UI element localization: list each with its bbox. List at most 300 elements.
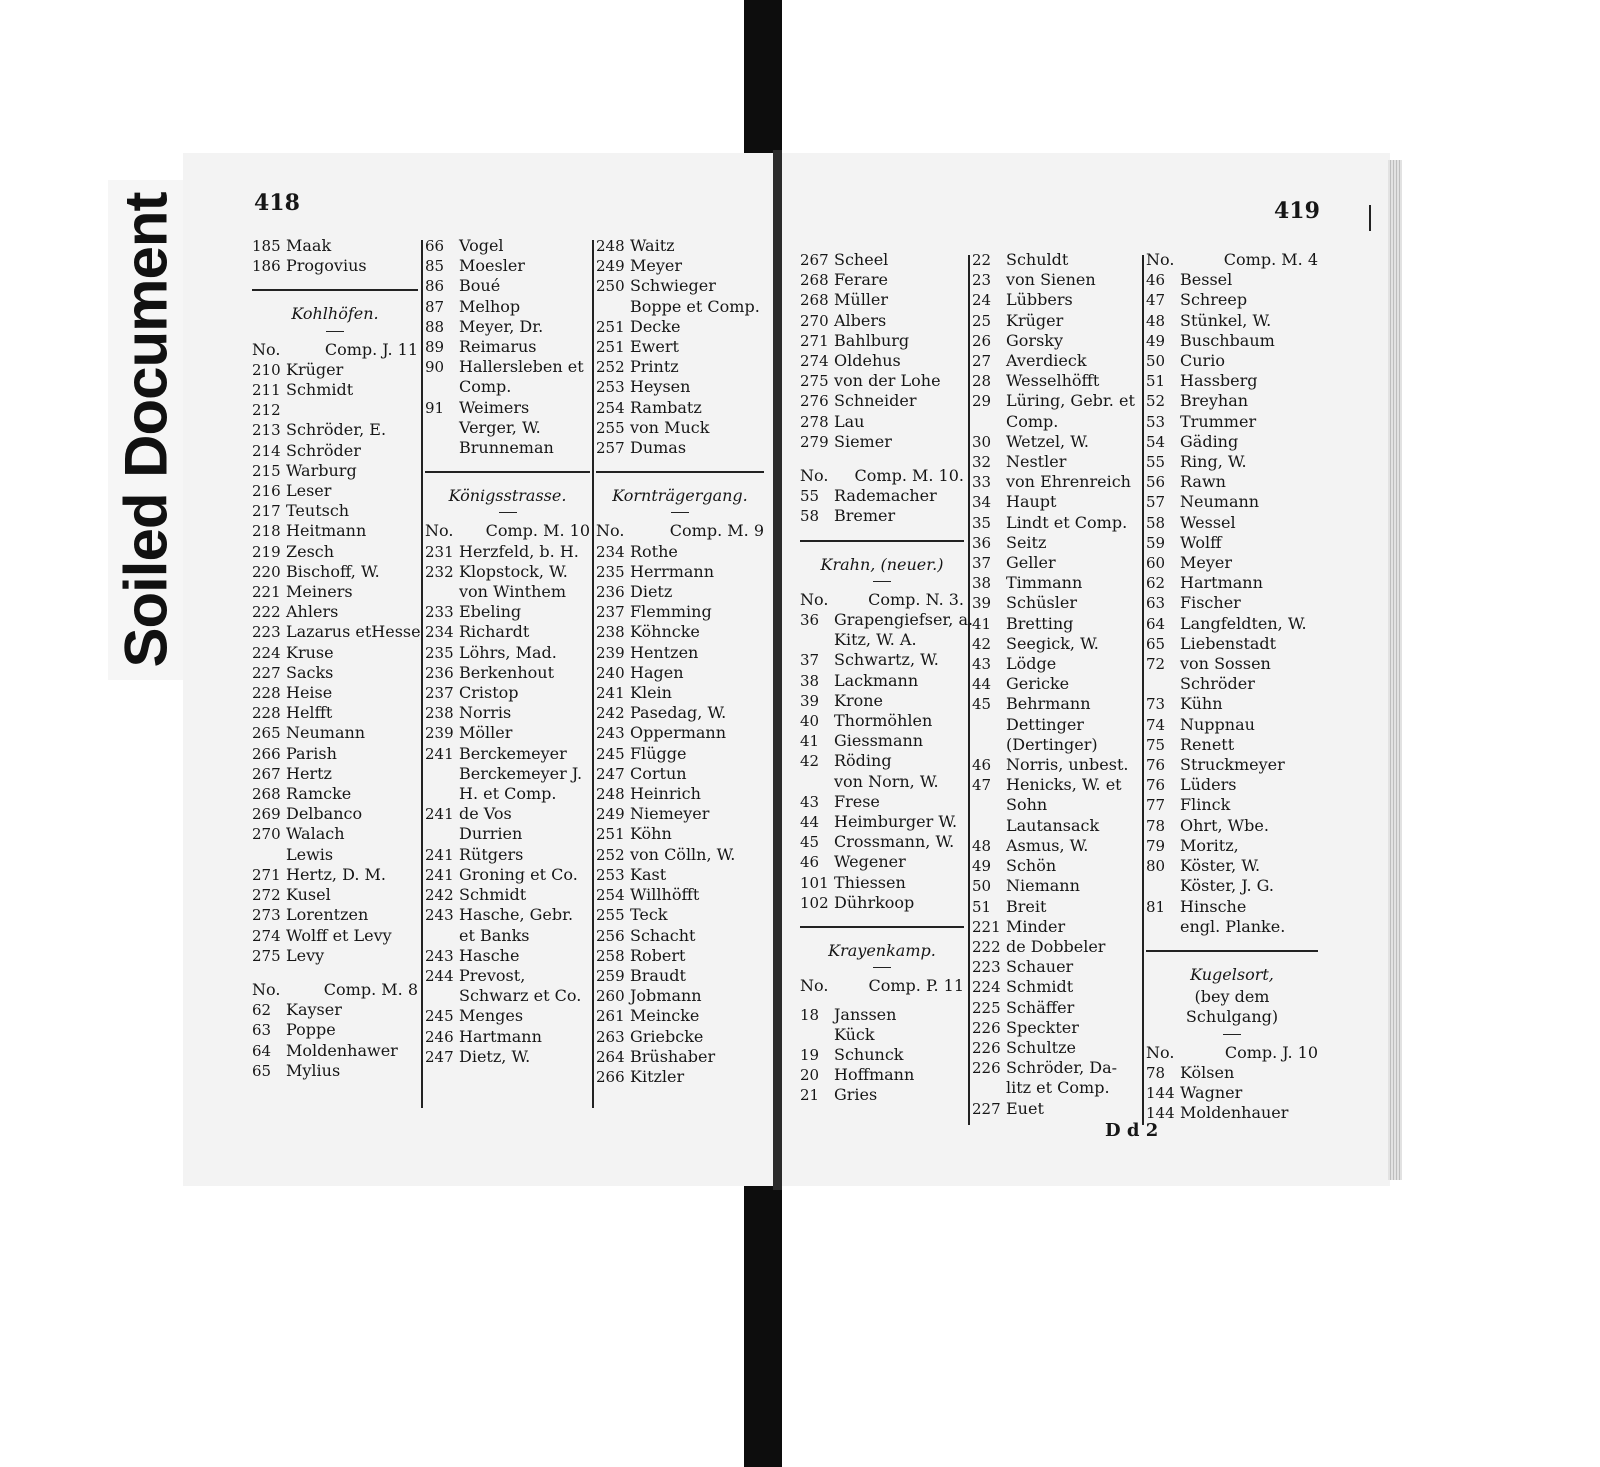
entry-row — [972, 351, 1140, 371]
resident-name: Wessel — [1180, 512, 1236, 532]
entry-row — [1146, 735, 1318, 755]
entry-row — [1146, 1083, 1318, 1103]
entry-row — [1146, 290, 1318, 310]
entry-row — [425, 542, 590, 562]
entry-row — [800, 610, 974, 630]
entry-row — [972, 856, 1140, 876]
entry-row — [800, 832, 964, 852]
stamp-text: Soiled Document — [112, 192, 180, 668]
house-number: 276 — [800, 392, 829, 411]
resident-name: Schneider — [834, 391, 917, 411]
entry-row — [972, 755, 1140, 775]
house-number: 59 — [1146, 533, 1166, 552]
entry-row — [1146, 715, 1318, 735]
entry-row — [1146, 371, 1318, 391]
entry-row — [972, 311, 1140, 331]
entry-row — [1146, 876, 1318, 896]
resident-name: Struckmeyer — [1180, 755, 1285, 775]
entry-row — [1146, 553, 1318, 573]
resident-name: Bahlburg — [834, 330, 910, 350]
resident-name: Reimarus — [459, 337, 537, 357]
entry-row — [972, 694, 1140, 714]
entry-row — [972, 775, 1140, 795]
resident-name: Mylius — [286, 1060, 341, 1080]
house-number: 256 — [596, 926, 625, 945]
resident-name: Griebcke — [630, 1026, 704, 1046]
resident-name: Seegick, W. — [1006, 633, 1099, 653]
entry-row — [425, 986, 590, 1006]
house-number — [425, 438, 459, 458]
house-number — [425, 926, 459, 946]
resident-name: Heitmann — [286, 521, 367, 541]
house-number: 266 — [596, 1067, 625, 1086]
house-number — [252, 845, 286, 865]
resident-name: Oldehus — [834, 351, 901, 371]
resident-name: Sohn — [1006, 795, 1048, 815]
entry-row — [972, 715, 1140, 735]
column-rule — [421, 240, 423, 1108]
resident-name: Wetzel, W. — [1006, 431, 1089, 451]
house-number: 86 — [425, 277, 445, 296]
column-rule — [592, 240, 594, 1108]
house-number: 46 — [972, 756, 992, 775]
house-number: 75 — [1146, 735, 1166, 754]
house-number: 42 — [800, 752, 820, 771]
house-number: 42 — [972, 634, 992, 653]
house-number — [800, 1025, 834, 1045]
resident-name: Braudt — [630, 965, 686, 985]
house-number: 226 — [972, 1038, 1001, 1057]
entry-list — [425, 236, 590, 458]
house-number — [972, 412, 1006, 432]
house-number: 89 — [425, 338, 445, 357]
entry-list — [596, 236, 764, 458]
heading-dash — [873, 581, 891, 582]
house-number: 255 — [596, 418, 625, 437]
house-number: 43 — [800, 792, 820, 811]
resident-name: Cristop — [459, 683, 519, 703]
resident-name: Schüsler — [1006, 593, 1077, 613]
entry-row — [425, 317, 590, 337]
entry-row — [252, 1000, 418, 1020]
resident-name: Flinck — [1180, 795, 1231, 815]
entry-row — [596, 317, 764, 337]
entry-row — [972, 735, 1140, 755]
house-number: 268 — [800, 271, 829, 290]
resident-name: Behrmann — [1006, 694, 1091, 714]
house-number: 239 — [425, 724, 454, 743]
house-number: 231 — [425, 542, 454, 561]
resident-name: von Winthem — [459, 582, 567, 602]
house-number: 271 — [800, 331, 829, 350]
resident-name: Verger, W. — [459, 417, 541, 437]
resident-name: Comp. — [1006, 411, 1059, 431]
resident-name: Brunneman — [459, 438, 554, 458]
entry-row — [972, 816, 1140, 836]
entry-row — [425, 418, 590, 438]
page-edges — [1388, 160, 1402, 1180]
house-number: 211 — [252, 381, 281, 400]
house-number: 51 — [972, 897, 992, 916]
house-number: 46 — [800, 853, 820, 872]
house-number: 40 — [800, 712, 820, 731]
entry-row — [252, 501, 418, 521]
house-number: 58 — [800, 507, 820, 526]
house-number: 267 — [800, 251, 829, 269]
entry-row — [425, 845, 590, 865]
resident-name: Schunck — [834, 1044, 904, 1064]
entry-row — [800, 630, 964, 650]
entry-list — [800, 250, 964, 452]
entry-row — [972, 573, 1140, 593]
entry-row — [596, 845, 764, 865]
house-number: 245 — [425, 1007, 454, 1026]
entry-row — [596, 398, 764, 418]
entry-row — [252, 481, 418, 501]
left-column-3 — [596, 236, 764, 1087]
resident-name: Kast — [630, 864, 667, 884]
entry-list — [1146, 1063, 1318, 1124]
resident-name: Rawn — [1180, 472, 1226, 492]
entry-row — [425, 357, 590, 377]
resident-name: Waitz — [630, 236, 675, 255]
resident-name: Heise — [286, 683, 333, 703]
resident-name: Scheel — [834, 250, 889, 269]
house-number: 233 — [425, 603, 454, 622]
house-number: 90 — [425, 358, 445, 377]
entry-row — [1146, 573, 1318, 593]
house-number: 58 — [1146, 513, 1166, 532]
house-number: 247 — [425, 1047, 454, 1066]
house-number: 33 — [972, 473, 992, 492]
company-header: No. Comp. M. 8 — [252, 979, 418, 999]
house-number: 270 — [800, 311, 829, 330]
resident-name: Oppermann — [630, 723, 727, 743]
house-number: 36 — [972, 533, 992, 552]
resident-name: Berckemeyer J. — [459, 763, 583, 783]
resident-name: Grapengiefser, a. — [834, 610, 974, 630]
heading-dash — [671, 512, 689, 513]
house-number: 64 — [1146, 614, 1166, 633]
house-number: 252 — [596, 358, 625, 377]
entry-row — [252, 360, 418, 380]
book-gutter — [773, 150, 782, 1190]
house-number: 102 — [800, 893, 829, 912]
entry-row — [800, 691, 964, 711]
house-number: 20 — [800, 1066, 820, 1085]
house-number: 266 — [252, 744, 281, 763]
resident-name: Averdieck — [1006, 351, 1087, 371]
entry-row — [800, 1005, 964, 1025]
resident-name: Comp. — [459, 377, 512, 397]
house-number: 248 — [596, 237, 625, 255]
entry-row — [1146, 331, 1318, 351]
resident-name: Rademacher — [834, 486, 937, 506]
house-number: 235 — [425, 643, 454, 662]
entry-list — [252, 1000, 418, 1081]
house-number: 270 — [252, 825, 281, 844]
entry-row — [252, 744, 418, 764]
house-number: 221 — [252, 583, 281, 602]
resident-name: Breit — [1006, 896, 1047, 916]
resident-name: Schmidt — [286, 380, 354, 400]
house-number: 226 — [972, 1059, 1001, 1078]
resident-name: Dietz, W. — [459, 1046, 531, 1066]
entry-row — [596, 276, 764, 296]
house-number — [425, 418, 459, 438]
resident-name: Timmann — [1006, 573, 1083, 593]
house-number: 66 — [425, 237, 445, 255]
house-number: 228 — [252, 704, 281, 723]
house-number: 34 — [972, 493, 992, 512]
entry-row — [425, 1047, 590, 1067]
house-number — [1146, 917, 1180, 937]
entry-row — [800, 873, 964, 893]
page-number-left: 418 — [254, 190, 300, 216]
entry-row — [252, 521, 418, 541]
house-number: 222 — [252, 603, 281, 622]
house-number: 37 — [972, 554, 992, 573]
resident-name: Warburg — [286, 460, 357, 480]
house-number: 253 — [596, 378, 625, 397]
resident-name: Hassberg — [1180, 371, 1258, 391]
entry-row — [800, 506, 964, 526]
house-number: 46 — [1146, 271, 1166, 290]
resident-name: Schultze — [1006, 1037, 1076, 1057]
house-number: 21 — [800, 1086, 820, 1105]
entry-row — [425, 562, 590, 582]
resident-name: Buschbaum — [1180, 330, 1275, 350]
entry-row — [972, 553, 1140, 573]
resident-name: Ebeling — [459, 602, 522, 622]
resident-name: Schröder, E. — [286, 420, 387, 440]
resident-name: Richardt — [459, 622, 530, 642]
entry-row — [252, 946, 418, 966]
resident-name: Poppe — [286, 1020, 336, 1040]
resident-name: Dietz — [630, 582, 673, 602]
entry-row — [425, 784, 590, 804]
house-number: 19 — [800, 1045, 820, 1064]
house-number: 39 — [972, 594, 992, 613]
resident-name: Decke — [630, 316, 681, 336]
right-column-1 — [800, 250, 974, 1106]
entry-row — [972, 472, 1140, 492]
entry-row — [800, 432, 964, 452]
house-number: 214 — [252, 441, 281, 460]
entry-row — [1146, 270, 1318, 290]
resident-name: Crossmann, W. — [834, 832, 955, 852]
entry-row — [252, 824, 418, 844]
resident-name: Lau — [834, 411, 865, 431]
company-header: No. Comp. M. 10. — [800, 466, 964, 486]
entry-row — [800, 391, 964, 411]
house-number: 76 — [1146, 776, 1166, 795]
house-number: 29 — [972, 392, 992, 411]
resident-name: Neumann — [1180, 492, 1260, 512]
house-number: 55 — [1146, 453, 1166, 472]
entry-row — [425, 946, 590, 966]
company-header: No. Comp. M. 10 — [425, 521, 590, 541]
resident-name: Pasedag, W. — [630, 703, 727, 723]
house-number: 62 — [1146, 574, 1166, 593]
house-number: 45 — [800, 833, 820, 852]
entry-row — [596, 683, 764, 703]
entry-row — [1146, 452, 1318, 472]
entry-row — [972, 492, 1140, 512]
entry-row — [425, 804, 590, 824]
resident-name: Gries — [834, 1085, 878, 1105]
company-header: No. Comp. J. 10 — [1146, 1042, 1318, 1062]
resident-name: Klein — [630, 683, 672, 703]
house-number: 242 — [596, 704, 625, 723]
house-number — [425, 986, 459, 1006]
resident-name: Heinrich — [630, 784, 701, 804]
house-number: 236 — [425, 663, 454, 682]
entry-row — [252, 602, 418, 622]
entry-row — [596, 582, 764, 602]
heading-dash — [873, 967, 891, 968]
entry-row — [1146, 1063, 1318, 1083]
house-number: 254 — [596, 886, 625, 905]
entry-row — [596, 1067, 764, 1087]
company-header: No. Comp. P. 11 — [800, 976, 964, 996]
entry-row — [1146, 634, 1318, 654]
resident-name: et Banks — [459, 925, 530, 945]
entry-row — [596, 418, 764, 438]
house-number: 250 — [596, 277, 625, 296]
resident-name: Dumas — [630, 438, 687, 458]
house-number: 60 — [1146, 554, 1166, 573]
entry-row — [1146, 836, 1318, 856]
house-number: 265 — [252, 724, 281, 743]
entry-row — [252, 441, 418, 461]
resident-name: Thormöhlen — [834, 711, 933, 731]
entry-row — [1146, 755, 1318, 775]
resident-name: Teutsch — [286, 501, 350, 521]
house-number: 52 — [1146, 392, 1166, 411]
entry-row — [252, 663, 418, 683]
resident-name: Curio — [1180, 351, 1225, 371]
entry-row — [596, 663, 764, 683]
house-number — [425, 764, 459, 784]
entry-row — [1146, 856, 1318, 876]
entry-row — [800, 250, 964, 270]
house-number: 65 — [1146, 634, 1166, 653]
resident-name: Stünkel, W. — [1180, 310, 1272, 330]
house-number: 23 — [972, 271, 992, 290]
entry-row — [800, 1085, 964, 1105]
entry-row — [425, 602, 590, 622]
street-heading: Kohlhöfen. — [291, 304, 379, 324]
entry-row — [252, 643, 418, 663]
entry-row — [596, 357, 764, 377]
house-number: 227 — [972, 1099, 1001, 1118]
entry-row — [596, 337, 764, 357]
resident-name: Schreep — [1180, 290, 1248, 310]
entry-row — [972, 250, 1140, 270]
entry-row — [252, 562, 418, 582]
house-number: 62 — [252, 1001, 272, 1020]
entry-row — [596, 542, 764, 562]
resident-name: Herrmann — [630, 561, 715, 581]
house-number: 219 — [252, 542, 281, 561]
resident-name: Haupt — [1006, 492, 1057, 512]
entry-row — [252, 622, 421, 642]
entry-row — [596, 438, 764, 458]
house-number: 144 — [1146, 1104, 1175, 1123]
entry-row — [596, 297, 764, 317]
resident-name: Heimburger W. — [834, 812, 958, 832]
house-number: 80 — [1146, 857, 1166, 876]
entry-row — [800, 751, 964, 771]
entry-row — [425, 622, 590, 642]
resident-name: Ohrt, Wbe. — [1180, 815, 1269, 835]
entry-row — [425, 398, 590, 418]
resident-name: Hagen — [630, 662, 684, 682]
resident-name: von Muck — [630, 417, 710, 437]
resident-name: Delbanco — [286, 804, 363, 824]
resident-name: Kitzler — [630, 1066, 685, 1086]
resident-name: Helfft — [286, 703, 333, 723]
house-number: 264 — [596, 1047, 625, 1066]
resident-name: Schröder, Da- — [1006, 1058, 1118, 1078]
house-number: 218 — [252, 522, 281, 541]
resident-name: Liebenstadt — [1180, 633, 1277, 653]
entry-row — [425, 643, 590, 663]
entry-row — [1146, 533, 1318, 553]
entry-row — [972, 432, 1140, 452]
binding-strip-bottom — [744, 1185, 782, 1467]
resident-name: von Norn, W. — [834, 771, 939, 791]
resident-name: Hartmann — [1180, 573, 1263, 593]
entry-row — [1146, 593, 1318, 613]
house-number: 50 — [1146, 352, 1166, 371]
entry-row — [596, 764, 764, 784]
resident-name: Levy — [286, 945, 325, 965]
entry-row — [425, 926, 590, 946]
resident-name: Dührkoop — [834, 892, 915, 912]
entry-row — [252, 1020, 418, 1040]
resident-name: Walach — [286, 824, 345, 844]
house-number: 248 — [596, 785, 625, 804]
house-number: 55 — [800, 487, 820, 506]
resident-name: Henicks, W. et — [1006, 775, 1122, 795]
entry-row — [1146, 654, 1318, 674]
entry-row — [252, 703, 418, 723]
entry-row — [972, 917, 1140, 937]
house-number: 237 — [596, 603, 625, 622]
house-number: 222 — [972, 937, 1001, 956]
resident-name: Hallersleben et — [459, 357, 584, 377]
street-heading: Kornträgergang. — [612, 486, 748, 506]
entry-row — [252, 380, 418, 400]
house-number: 73 — [1146, 695, 1166, 714]
resident-name: von Sossen — [1180, 654, 1271, 674]
house-number: 74 — [1146, 715, 1166, 734]
section-rule — [1146, 950, 1318, 952]
house-number: 41 — [800, 732, 820, 751]
resident-name: de Vos — [459, 804, 512, 824]
entry-row — [800, 290, 964, 310]
resident-name: Teck — [630, 905, 668, 925]
house-number: 245 — [596, 744, 625, 763]
house-number: 57 — [1146, 493, 1166, 512]
house-number: 251 — [596, 317, 625, 336]
resident-name: Flügge — [630, 743, 687, 763]
house-number: 272 — [252, 886, 281, 905]
resident-name: Meyer, Dr. — [459, 316, 544, 336]
entry-row — [596, 784, 764, 804]
